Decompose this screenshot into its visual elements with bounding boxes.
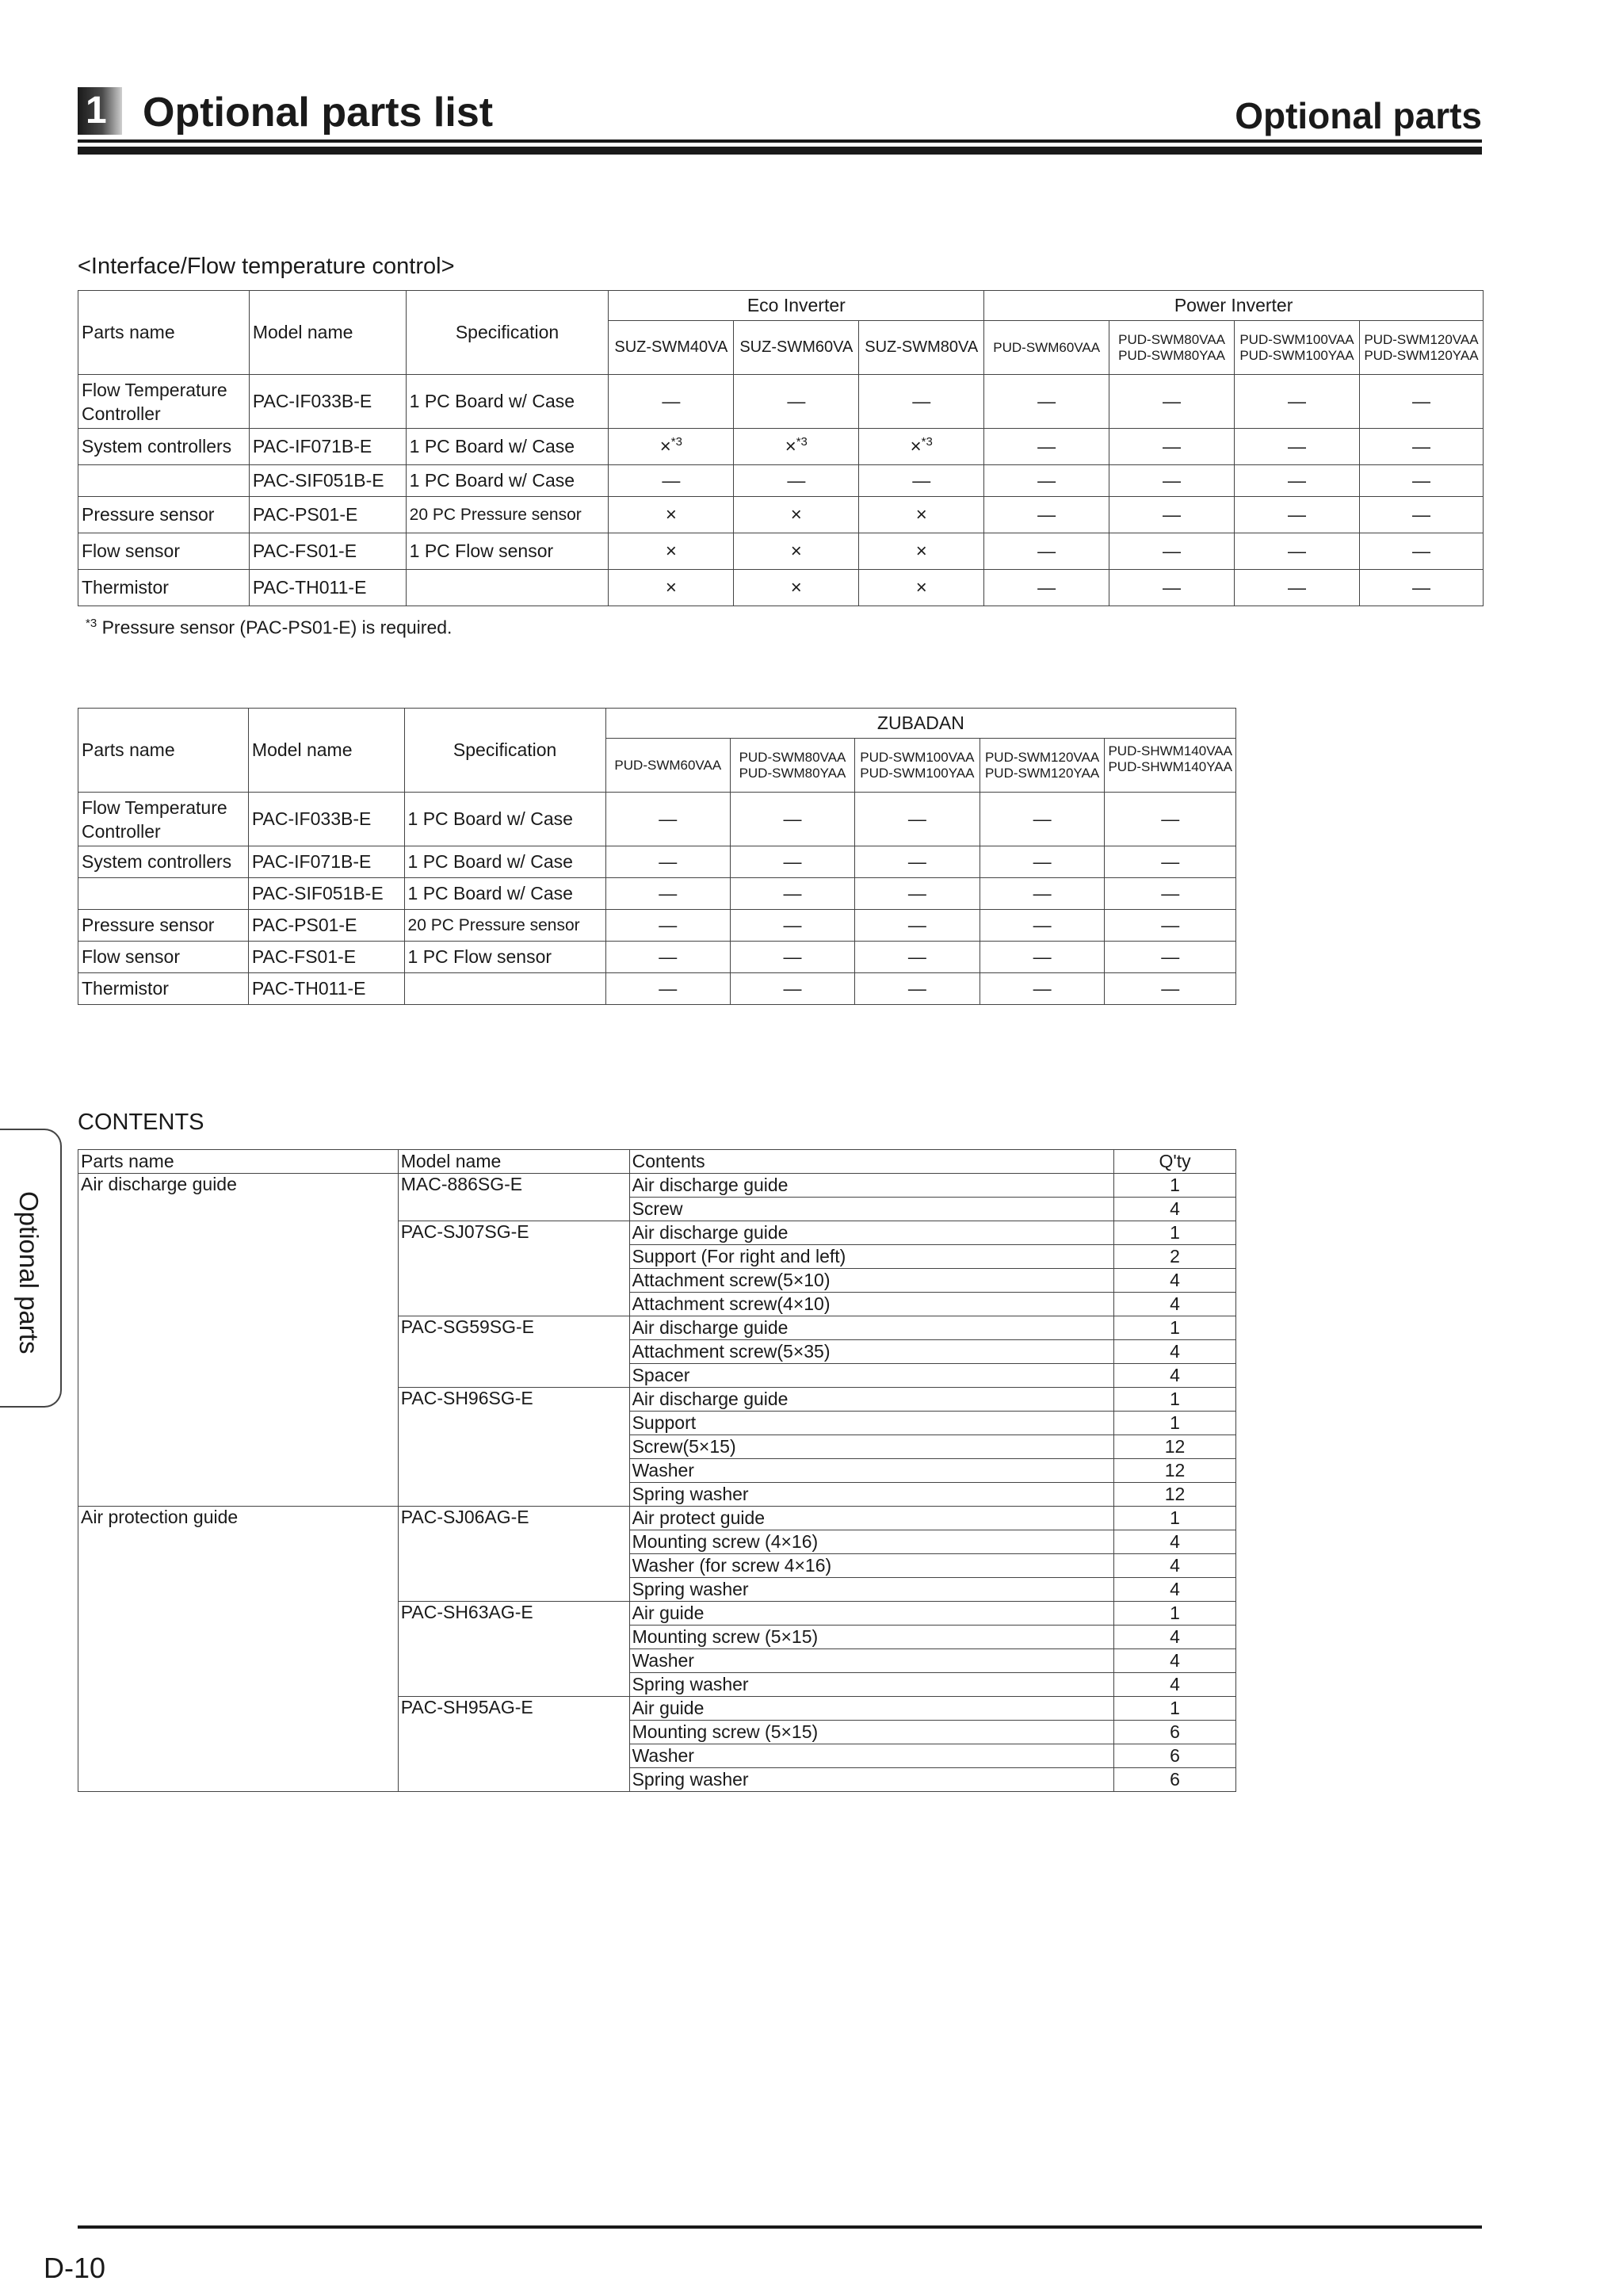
side-tab-label: Optional parts [14,1191,44,1354]
specification: 1 PC Flow sensor [406,533,609,570]
content-item: Attachment screw(5×10) [629,1269,1114,1293]
part-name: Flow sensor [78,942,249,973]
content-qty: 12 [1114,1483,1236,1507]
specification: 1 PC Board w/ Case [406,375,609,429]
availability-cell: — [605,942,730,973]
availability-cell: — [980,910,1105,942]
availability-cell: — [1359,570,1483,606]
footer-rule [78,2225,1482,2229]
availability-cell: × [859,497,984,533]
contents-header-row [78,1150,1236,1174]
model-name: MAC-886SG-E [398,1174,629,1221]
availability-cell: — [1109,375,1235,429]
model-name: PAC-TH011-E [249,570,406,606]
specification: 1 PC Board w/ Case [404,846,605,878]
model-header [1105,739,1236,793]
part-name: System controllers [78,846,249,878]
section-title: Optional parts [1235,95,1482,136]
availability-cell: × [859,570,984,606]
model-header-line: PUD-SWM120YAA [984,765,1100,781]
table-row [78,846,1236,878]
page-header [78,82,1482,138]
content-item: Mounting screw (5×15) [629,1626,1114,1649]
specification [404,973,605,1005]
model-header-line: PUD-SWM100YAA [1239,347,1354,363]
header-rule-thin [78,139,1482,143]
content-qty: 1 [1114,1697,1236,1721]
availability-cell: × [609,570,734,606]
content-qty: 4 [1114,1626,1236,1649]
table-row [78,1507,1236,1530]
availability-cell: — [1234,375,1359,429]
availability-cell: — [984,570,1109,606]
header-rule-thick [78,147,1482,155]
part-name: Thermistor [78,973,249,1005]
part-name: Thermistor [78,570,250,606]
content-qty: 4 [1114,1530,1236,1554]
header-parts-name: Parts name [78,1150,399,1174]
group-zubadan: ZUBADAN [605,709,1235,739]
model-name: PAC-SH96SG-E [398,1388,629,1507]
availability-cell: — [734,375,859,429]
model-header: SUZ-SWM80VA [859,321,984,375]
header-model-name: Model name [248,709,404,793]
content-qty: 6 [1114,1744,1236,1768]
header-parts-name: Parts name [78,291,250,375]
availability-cell: × [859,533,984,570]
availability-cell: × [609,497,734,533]
availability-cell: — [859,375,984,429]
availability-cell: — [730,793,854,846]
availability-cell: — [1234,570,1359,606]
table-row [78,942,1236,973]
model-name: PAC-PS01-E [249,497,406,533]
availability-cell: — [859,465,984,497]
content-item: Washer (for screw 4×16) [629,1554,1114,1578]
content-item: Mounting screw (5×15) [629,1721,1114,1744]
availability-cell: — [605,973,730,1005]
availability-cell: — [605,878,730,910]
content-qty: 1 [1114,1316,1236,1340]
model-header [730,739,854,793]
model-name: PAC-SIF051B-E [249,465,406,497]
availability-cell: — [1234,497,1359,533]
availability-cell: — [984,497,1109,533]
content-item: Air discharge guide [629,1316,1114,1340]
availability-cell [859,429,984,465]
content-item: Screw [629,1198,1114,1221]
side-tab [0,1129,62,1408]
model-header-line: PUD-SWM120VAA [1364,331,1479,347]
specification: 1 PC Board w/ Case [406,465,609,497]
part-name: System controllers [78,429,250,465]
availability-cell: — [730,973,854,1005]
content-item: Washer [629,1744,1114,1768]
content-item: Washer [629,1649,1114,1673]
availability-cell: — [1359,533,1483,570]
model-header: PUD-SWM60VAA [984,321,1109,375]
model-header [1234,321,1359,375]
table-row [78,429,1484,465]
availability-cell: — [1105,793,1236,846]
availability-cell: — [1109,429,1235,465]
model-header: SUZ-SWM40VA [609,321,734,375]
model-header-line: PUD-SWM80YAA [739,765,846,781]
model-header-line: PUD-SHWM140YAA [1108,759,1232,774]
specification: 20 PC Pressure sensor [406,497,609,533]
model-header-line: PUD-SHWM140VAA [1108,743,1232,758]
availability-cell: — [1105,973,1236,1005]
contents-title: CONTENTS [78,1110,204,1135]
content-item: Air discharge guide [629,1221,1114,1245]
table-row [78,533,1484,570]
content-qty: 4 [1114,1554,1236,1578]
footnote-ref: *3 [796,435,808,449]
part-name: Pressure sensor [78,497,250,533]
availability-cell: — [855,910,980,942]
availability-cell: — [980,793,1105,846]
table-row [78,497,1484,533]
contents-body [78,1174,1236,1792]
availability-cell [609,429,734,465]
content-qty: 6 [1114,1768,1236,1792]
model-header: PUD-SWM60VAA [605,739,730,793]
availability-cell: — [609,375,734,429]
model-name: PAC-FS01-E [248,942,404,973]
table-row [78,973,1236,1005]
mark-value: × [785,436,796,457]
content-item: Spring washer [629,1483,1114,1507]
footnote-mark: *3 [86,617,97,630]
availability-cell: — [1234,533,1359,570]
specification: 1 PC Flow sensor [404,942,605,973]
content-item: Air discharge guide [629,1388,1114,1412]
content-item: Spring washer [629,1673,1114,1697]
model-header-line: PUD-SWM100VAA [860,749,975,765]
availability-cell: — [855,846,980,878]
part-name [78,878,249,910]
availability-cell: — [730,910,854,942]
availability-cell: — [605,793,730,846]
availability-cell: — [1359,375,1483,429]
section-number-badge: 1 [78,87,122,135]
availability-cell: — [734,465,859,497]
availability-cell: — [855,942,980,973]
availability-cell: — [984,429,1109,465]
availability-cell: × [734,570,859,606]
availability-cell: — [1105,846,1236,878]
model-header-line: PUD-SWM80VAA [739,749,846,765]
model-header-line: PUD-SWM100VAA [1239,331,1354,347]
availability-cell: — [1105,878,1236,910]
content-item: Air guide [629,1697,1114,1721]
model-name: PAC-SG59SG-E [398,1316,629,1388]
availability-cell: — [855,878,980,910]
availability-cell: — [730,846,854,878]
model-name: PAC-IF033B-E [249,375,406,429]
table-row [78,878,1236,910]
footnote-text: Pressure sensor (PAC-PS01-E) is required. [97,617,453,638]
content-item: Attachment screw(4×10) [629,1293,1114,1316]
availability-cell: — [855,793,980,846]
model-name: PAC-SH95AG-E [398,1697,629,1792]
content-qty: 4 [1114,1340,1236,1364]
header-contents: Contents [629,1150,1114,1174]
content-item: Attachment screw(5×35) [629,1340,1114,1364]
model-name: PAC-TH011-E [248,973,404,1005]
availability-cell: — [1359,429,1483,465]
group-power-inverter: Power Inverter [984,291,1484,321]
header-specification: Specification [404,709,605,793]
header-qty: Q'ty [1114,1150,1236,1174]
content-qty: 6 [1114,1721,1236,1744]
interface-title: <Interface/Flow temperature control> [78,254,455,279]
availability-cell: — [609,465,734,497]
availability-cell: — [1105,942,1236,973]
availability-cell: — [730,942,854,973]
availability-cell: × [609,533,734,570]
availability-cell: — [1105,910,1236,942]
header-specification: Specification [406,291,609,375]
content-item: Support [629,1412,1114,1435]
availability-cell: × [734,533,859,570]
part-name: Flow sensor [78,533,250,570]
part-name: Flow Temperature Controller [78,793,249,846]
content-item: Spring washer [629,1768,1114,1792]
model-header-line: PUD-SWM120YAA [1364,347,1479,363]
availability-cell [734,429,859,465]
model-header-line: PUD-SWM80VAA [1118,331,1225,347]
specification: 1 PC Board w/ Case [406,429,609,465]
header-model-name: Model name [249,291,406,375]
header-parts-name: Parts name [78,709,249,793]
model-header-line: PUD-SWM100YAA [860,765,975,781]
availability-cell: — [605,910,730,942]
content-item: Mounting screw (4×16) [629,1530,1114,1554]
table-eco-power-inverter [78,290,1484,606]
content-qty: 1 [1114,1507,1236,1530]
availability-cell: — [1234,429,1359,465]
availability-cell: — [1109,465,1235,497]
model-name: PAC-IF071B-E [248,846,404,878]
content-qty: 12 [1114,1459,1236,1483]
content-qty: 4 [1114,1364,1236,1388]
header-model-name: Model name [398,1150,629,1174]
table-row [78,375,1484,429]
availability-cell: — [980,942,1105,973]
model-header-line: PUD-SWM80YAA [1118,347,1225,363]
availability-cell: — [730,878,854,910]
mark-value: × [659,436,671,457]
content-item: Washer [629,1459,1114,1483]
availability-cell: — [984,533,1109,570]
content-qty: 4 [1114,1649,1236,1673]
table-row [78,1174,1236,1198]
content-qty: 4 [1114,1269,1236,1293]
footnote-ref: *3 [921,435,933,449]
model-name: PAC-SIF051B-E [248,878,404,910]
table-row [78,570,1484,606]
model-name: PAC-IF033B-E [248,793,404,846]
part-name: Air discharge guide [78,1174,399,1507]
table-row [78,465,1484,497]
mark-value: × [910,436,922,457]
availability-cell: — [605,846,730,878]
table-zubadan [78,708,1236,1005]
specification [406,570,609,606]
model-name: PAC-IF071B-E [249,429,406,465]
content-qty: 4 [1114,1198,1236,1221]
availability-cell: — [980,846,1105,878]
model-name: PAC-PS01-E [248,910,404,942]
model-name: PAC-FS01-E [249,533,406,570]
content-qty: 12 [1114,1435,1236,1459]
part-name: Pressure sensor [78,910,249,942]
availability-cell: — [984,375,1109,429]
table-row [78,910,1236,942]
model-name: PAC-SJ06AG-E [398,1507,629,1602]
group-eco-inverter: Eco Inverter [609,291,984,321]
specification: 1 PC Board w/ Case [404,878,605,910]
model-header [1359,321,1483,375]
model-header [1109,321,1235,375]
model-header: SUZ-SWM60VA [734,321,859,375]
availability-cell: — [1109,497,1235,533]
model-name: PAC-SH63AG-E [398,1602,629,1697]
content-item: Support (For right and left) [629,1245,1114,1269]
content-qty: 2 [1114,1245,1236,1269]
page-number: D-10 [44,2252,106,2284]
footnote-ref: *3 [670,435,682,449]
availability-cell: — [855,973,980,1005]
availability-cell: — [1359,497,1483,533]
content-qty: 1 [1114,1602,1236,1626]
content-item: Air guide [629,1602,1114,1626]
model-header [980,739,1105,793]
model-header [855,739,980,793]
specification: 1 PC Board w/ Case [404,793,605,846]
availability-cell: — [980,973,1105,1005]
availability-cell: — [984,465,1109,497]
content-qty: 4 [1114,1293,1236,1316]
model-header-line: PUD-SWM120VAA [984,749,1100,765]
content-item: Spring washer [629,1578,1114,1602]
content-item: Air protect guide [629,1507,1114,1530]
availability-cell: — [1109,570,1235,606]
content-item: Air discharge guide [629,1174,1114,1198]
content-qty: 1 [1114,1174,1236,1198]
availability-cell: — [980,878,1105,910]
specification: 20 PC Pressure sensor [404,910,605,942]
availability-cell: × [734,497,859,533]
content-qty: 1 [1114,1221,1236,1245]
table-contents [78,1149,1236,1792]
content-qty: 4 [1114,1673,1236,1697]
content-item: Screw(5×15) [629,1435,1114,1459]
content-qty: 1 [1114,1388,1236,1412]
availability-cell: — [1359,465,1483,497]
content-item: Spacer [629,1364,1114,1388]
table-row [78,793,1236,846]
availability-cell: — [1234,465,1359,497]
part-name [78,465,250,497]
content-qty: 1 [1114,1412,1236,1435]
content-qty: 4 [1114,1578,1236,1602]
page-title: Optional parts list [143,90,494,136]
part-name: Flow Temperature Controller [78,375,250,429]
footnote [86,617,452,639]
availability-cell: — [1109,533,1235,570]
part-name: Air protection guide [78,1507,399,1792]
model-name: PAC-SJ07SG-E [398,1221,629,1316]
